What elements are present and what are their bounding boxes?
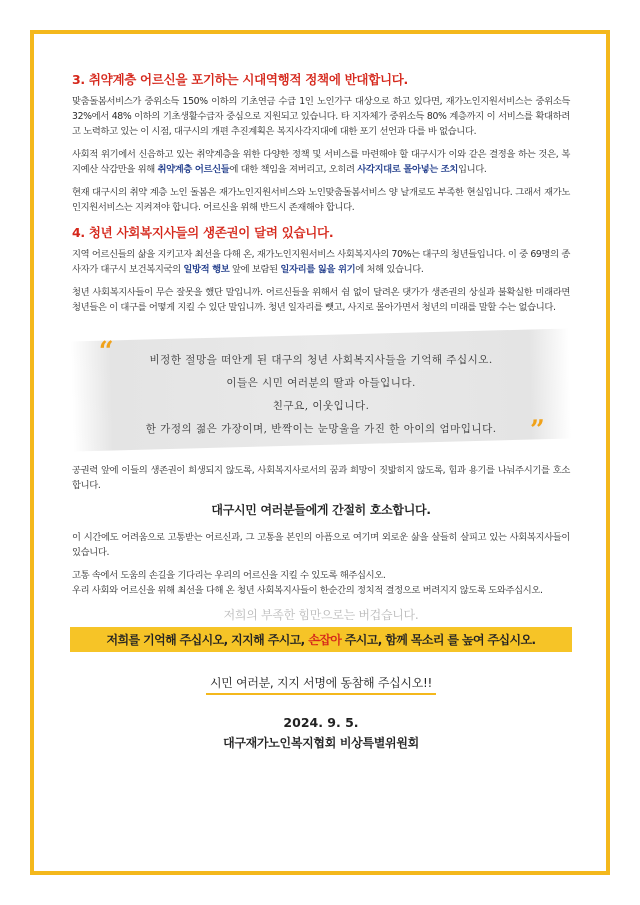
quote-line: 이들은 시민 여러분의 딸과 아들입니다.: [226, 376, 416, 389]
section-3-heading: 3. 취약계층 어르신을 포기하는 시대역행적 정책에 반대합니다.: [72, 72, 408, 87]
call-to-action-banner: [70, 627, 572, 652]
highlight-text: 사각지대로 몰아넣는 조치: [357, 164, 458, 175]
signature-call: [72, 674, 570, 691]
organization-name: 대구재가노인복지협회 비상특별위원회: [223, 736, 419, 750]
quote-line: 한 가정의 젊은 가장이며, 반짝이는 눈망울을 가진 한 아이의 엄마입니다.: [145, 422, 497, 435]
banner-red-text: 손잡아: [308, 633, 342, 647]
banner-text: 저희를 기억해 주십시오, 지지해 주시고,: [106, 633, 309, 647]
appeal-paragraph-4: 우리 사회와 어르신을 위해 최선을 다해 온 청년 사회복지사들이 한순간의 정치적 결정으로 버려지지 않도록 도와주십시오.: [72, 585, 543, 596]
text-span: 에 대한 책임을 져버리고, 오히려: [229, 164, 358, 175]
appeal-paragraph-2: 이 시간에도 어려움으로 고통받는 어르신과, 그 고통을 본인의 아픔으로 여기며 외로운 삶을 살들히 살피고 있는 사회복지사들이 있습니다.: [72, 532, 570, 558]
close-quote-icon: ”: [529, 415, 546, 446]
text-span: 에 처해 있습니다.: [355, 264, 424, 275]
text-span: 앞에 보람된: [229, 264, 281, 275]
document-date: 2024. 9. 5.: [283, 715, 359, 730]
quote-text: [72, 349, 570, 441]
signature-call-text: 시민 여러분, 지지 서명에 동참해 주십시오!!: [206, 676, 436, 695]
section-4-paragraph-2: 청년 사회복지사들이 무슨 잘못을 했단 말입니까. 어르신들을 위해서 쉼 없이 달려온 댓가가 생존권의 상실과 불확실한 미래라면 청년들은 이 대구를 어떻게 지킬 수 있단 말입니까. 청년 일자리를 뺏고, 사지로 몰아가면서 청년의 미래를 말할 수는 없습니다.: [72, 287, 570, 313]
quote-line: 비정한 절망을 떠안게 된 대구의 청년 사회복지사들을 기억해 주십시오.: [149, 353, 493, 366]
section-3-paragraph-2: [72, 147, 570, 177]
appeal-title: 대구시민 여러분들에게 간절히 호소합니다.: [211, 503, 431, 517]
quote-box: [71, 329, 572, 452]
text-span: 입니다.: [458, 164, 487, 175]
highlight-text: 일자리를 잃을 위기: [280, 264, 356, 275]
open-quote-icon: “: [98, 336, 115, 367]
faint-statement: 저희의 부족한 힘만으로는 버겁습니다.: [223, 608, 419, 622]
section-4-heading: 4. 청년 사회복지사들의 생존권이 달려 있습니다.: [72, 225, 334, 240]
highlight-text: 취약계층 어르신들: [157, 164, 230, 175]
text-span: 사회적 위기에서 신음하고 있는 취약계층을 위한 다양한 정책 및 서비스를 마련해야 할 대구시가 이와 같은 결정을 하는 것은, 복지예산 삭감만을 위해: [72, 149, 570, 175]
banner-text: 주시고, 함께 목소리 를 높여 주십시오.: [341, 633, 536, 647]
quote-line: 친구요, 이웃입니다.: [272, 399, 370, 412]
section-4-paragraph-1: [72, 247, 570, 277]
section-3-paragraph-1: 맞춤돌봄서비스가 중위소득 150% 이하의 기초연금 수급 1인 노인가구 대상으로 하고 있다면, 재가노인지원서비스는 중위소득 32%에서 48% 이하의 기초생활수급자 중심으로 지원되고 있습니다. 타 지자체가 중위소득 80% 계층까지 이 서비스를 확대하려고 노력하고 있는 이 시점, 대구시의 개편 추진계획은 복지사각지대에 대한 포기 선언과 다를 바 없습니다.: [72, 96, 570, 137]
document-body: [72, 70, 570, 751]
section-3-paragraph-3: 현재 대구시의 취약 계층 노인 돌봄은 재가노인지원서비스와 노인맞춤돌봄서비스 양 날개로도 부족한 현실입니다. 그래서 재가노인지원서비스는 지켜져야 합니다. 어르신을 위해 반드시 존재해야 합니다.: [72, 187, 570, 213]
appeal-paragraph-3: 고통 속에서 도움의 손길을 기다리는 우리의 어르신을 지킬 수 있도록 해주십시오.: [72, 570, 386, 581]
text-span: 지역 어르신들의 삶을 지키고자 최선을 다해 온, 재가노인지원서비스 사회복지사의 70%는 대구의 청년들입니다. 이 중 69명의 종사자가 대구시 보건복지국의: [72, 249, 570, 275]
appeal-paragraph-1: 공권력 앞에 이들의 생존권이 희생되지 않도록, 사회복지사로서의 꿈과 희망이 짓밟히지 않도록, 힘과 용기를 나눠주시기를 호소합니다.: [72, 465, 570, 491]
highlight-text: 일방적 행보: [183, 264, 230, 275]
